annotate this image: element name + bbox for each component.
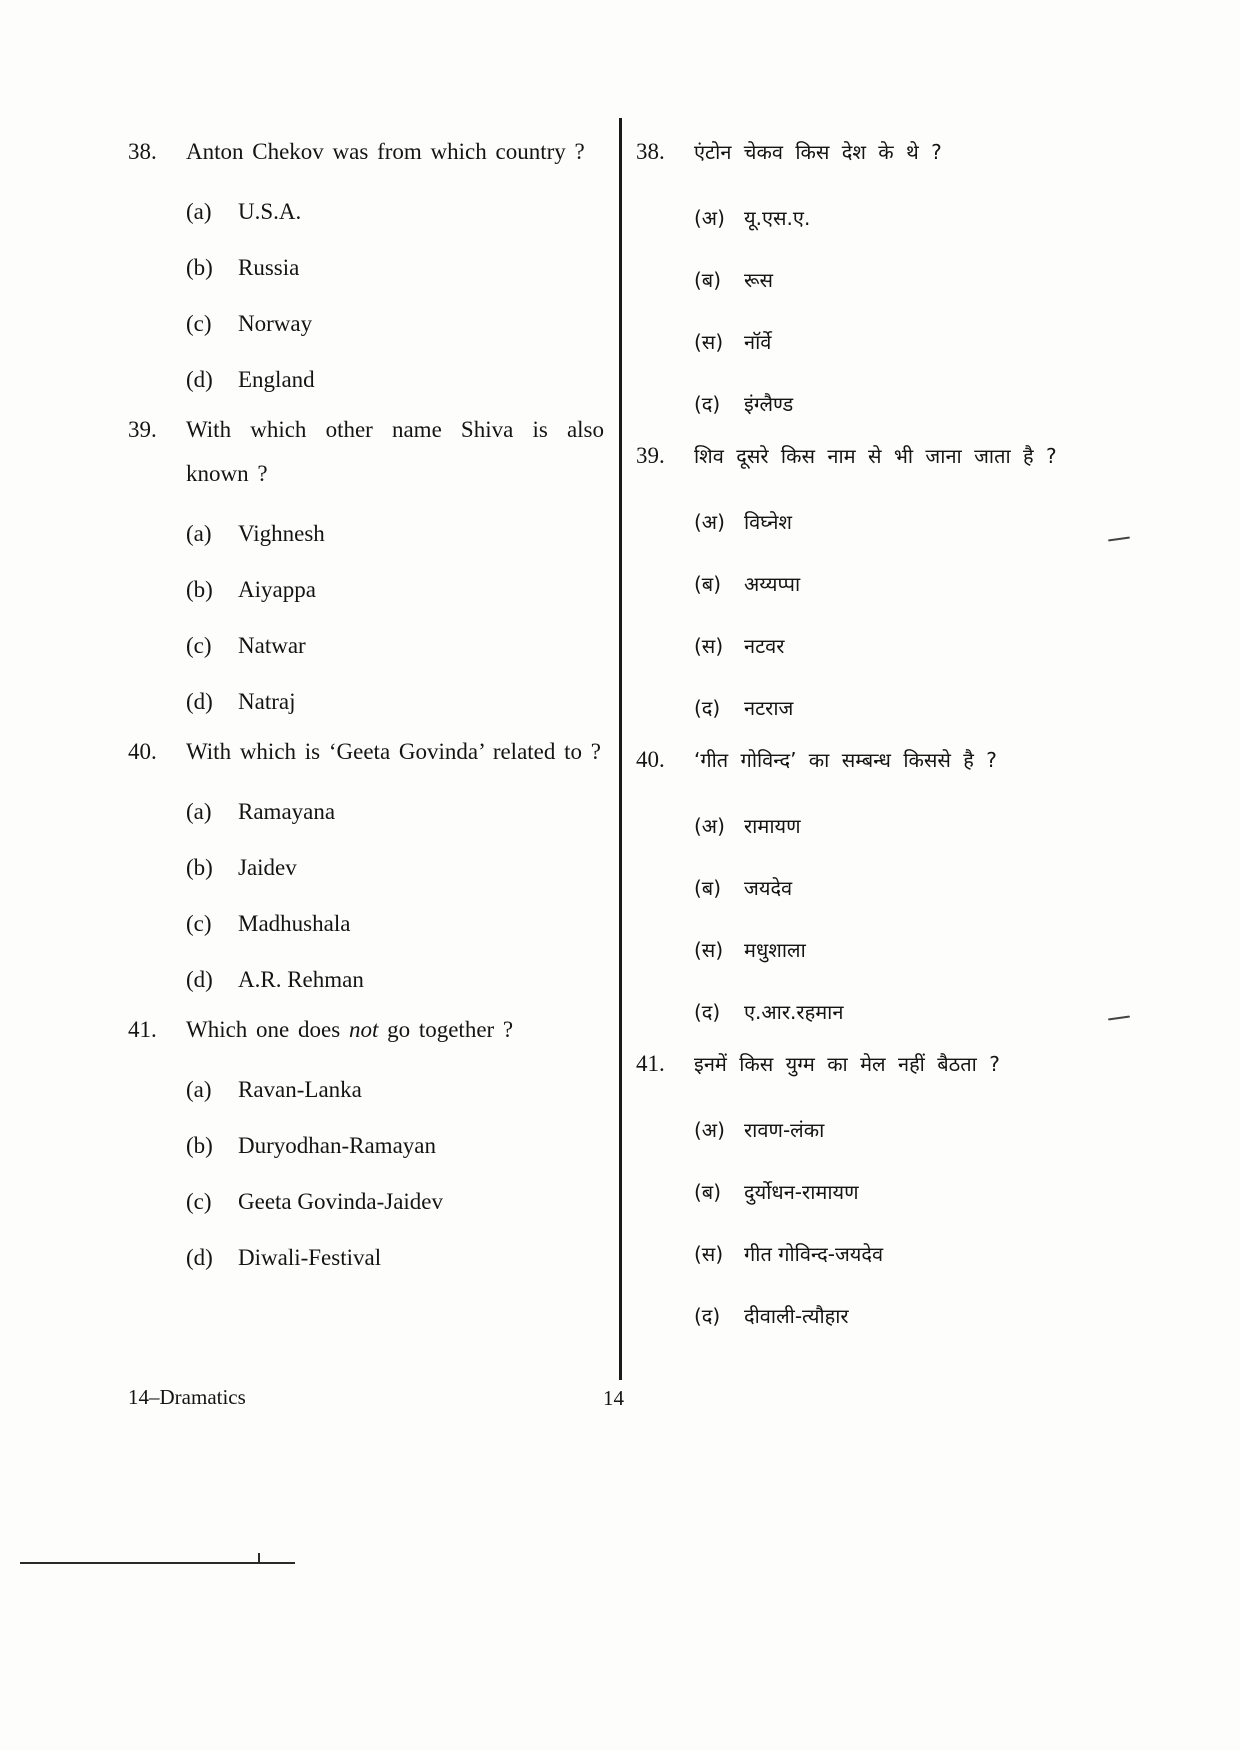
scan-line bbox=[20, 1562, 295, 1564]
scan-tick bbox=[258, 1553, 260, 1563]
question-text-end: go together ? bbox=[378, 1017, 514, 1042]
option-b bbox=[186, 840, 604, 896]
options-list bbox=[186, 1062, 604, 1286]
option-d bbox=[694, 980, 1136, 1042]
option-c bbox=[694, 614, 1136, 676]
option-label: (ब) bbox=[694, 571, 722, 596]
option-d bbox=[186, 352, 604, 408]
option-a bbox=[186, 184, 604, 240]
option-label: (c) bbox=[186, 1189, 212, 1214]
question-text-start: Which one does bbox=[186, 1017, 349, 1042]
option-label: (ब) bbox=[694, 267, 722, 292]
option-b bbox=[186, 240, 604, 296]
option-label: (द) bbox=[694, 695, 721, 720]
option-text: रावण-लंका bbox=[744, 1117, 825, 1142]
options-list bbox=[694, 794, 1136, 1042]
option-a bbox=[694, 794, 1136, 856]
option-d bbox=[694, 1284, 1136, 1346]
option-label: (b) bbox=[186, 1133, 213, 1158]
option-text: गीत गोविन्द-जयदेव bbox=[744, 1241, 884, 1266]
option-text: यू.एस.ए. bbox=[744, 205, 811, 230]
option-label: (a) bbox=[186, 1077, 212, 1102]
option-text: Ramayana bbox=[238, 799, 336, 824]
option-label: (b) bbox=[186, 855, 213, 880]
option-d bbox=[694, 372, 1136, 434]
option-label: (ब) bbox=[694, 875, 722, 900]
question-number: 38. bbox=[636, 139, 665, 164]
option-d bbox=[694, 676, 1136, 738]
option-text: नटवर bbox=[744, 633, 785, 658]
option-label: (स) bbox=[694, 633, 724, 658]
option-a bbox=[186, 1062, 604, 1118]
option-text: England bbox=[238, 367, 315, 392]
option-text: नॉर्वे bbox=[744, 329, 772, 354]
option-text: दुर्योधन-रामायण bbox=[744, 1179, 859, 1204]
option-b bbox=[694, 856, 1136, 918]
question-text: इनमें किस युग्म का मेल नहीं बैठता ? bbox=[694, 1052, 1000, 1076]
question-39-english bbox=[128, 408, 604, 730]
option-label: (b) bbox=[186, 255, 213, 280]
option-text: Jaidev bbox=[238, 855, 297, 880]
question-41-english bbox=[128, 1008, 604, 1286]
option-text: Diwali-Festival bbox=[238, 1245, 382, 1270]
options-list bbox=[186, 506, 604, 730]
question-40-english bbox=[128, 730, 604, 1008]
option-b bbox=[186, 562, 604, 618]
option-a bbox=[694, 490, 1136, 552]
option-text: Aiyappa bbox=[238, 577, 316, 602]
question-39-hindi bbox=[636, 434, 1136, 738]
option-label: (c) bbox=[186, 311, 212, 336]
option-b bbox=[694, 1160, 1136, 1222]
option-label: (अ) bbox=[694, 1117, 725, 1142]
question-number: 39. bbox=[636, 443, 665, 468]
option-c bbox=[186, 618, 604, 674]
option-label: (ब) bbox=[694, 1179, 722, 1204]
option-text: Duryodhan-Ramayan bbox=[238, 1133, 436, 1158]
question-number: 41. bbox=[636, 1051, 665, 1076]
column-divider bbox=[619, 118, 622, 1380]
question-text bbox=[186, 1008, 604, 1052]
option-c bbox=[186, 1174, 604, 1230]
option-text: Geeta Govinda-Jaidev bbox=[238, 1189, 444, 1214]
question-text: शिव दूसरे किस नाम से भी जाना जाता है ? bbox=[694, 444, 1057, 468]
option-label: (c) bbox=[186, 911, 212, 936]
option-label: (a) bbox=[186, 199, 212, 224]
option-c bbox=[186, 896, 604, 952]
option-a bbox=[186, 506, 604, 562]
option-text: रूस bbox=[744, 267, 774, 292]
option-text: A.R. Rehman bbox=[238, 967, 364, 992]
option-text: U.S.A. bbox=[238, 199, 302, 224]
options-list bbox=[186, 784, 604, 1008]
option-text: अय्यप्पा bbox=[744, 571, 801, 596]
option-label: (d) bbox=[186, 367, 213, 392]
options-list bbox=[694, 1098, 1136, 1346]
question-number: 38. bbox=[128, 139, 157, 164]
option-text: विघ्नेश bbox=[744, 509, 793, 534]
option-text: मधुशाला bbox=[744, 937, 806, 962]
option-d bbox=[186, 674, 604, 730]
option-label: (द) bbox=[694, 999, 721, 1024]
option-text: नटराज bbox=[744, 695, 794, 720]
option-d bbox=[186, 952, 604, 1008]
option-text: Russia bbox=[238, 255, 300, 280]
option-label: (स) bbox=[694, 329, 724, 354]
option-text: Natwar bbox=[238, 633, 306, 658]
option-label: (अ) bbox=[694, 509, 725, 534]
question-number: 39. bbox=[128, 417, 157, 442]
option-b bbox=[694, 552, 1136, 614]
option-text: ए.आर.रहमान bbox=[744, 999, 844, 1024]
option-text: इंग्लैण्ड bbox=[744, 391, 794, 416]
question-38-hindi bbox=[636, 130, 1136, 434]
footer-subject: 14–Dramatics bbox=[128, 1385, 246, 1409]
option-b bbox=[186, 1118, 604, 1174]
option-text: Natraj bbox=[238, 689, 296, 714]
question-text: Anton Chekov was from which country ? bbox=[186, 139, 585, 164]
option-label: (b) bbox=[186, 577, 213, 602]
option-text: रामायण bbox=[744, 813, 801, 838]
question-text: एंटोन चेकव किस देश के थे ? bbox=[694, 140, 942, 164]
option-label: (d) bbox=[186, 689, 213, 714]
option-a bbox=[694, 186, 1136, 248]
option-label: (द) bbox=[694, 391, 721, 416]
option-a bbox=[694, 1098, 1136, 1160]
option-label: (अ) bbox=[694, 813, 725, 838]
option-c bbox=[186, 296, 604, 352]
hindi-column bbox=[636, 130, 1136, 1346]
option-label: (द) bbox=[694, 1303, 721, 1328]
question-41-hindi bbox=[636, 1042, 1136, 1346]
english-column bbox=[128, 130, 604, 1286]
option-text: Ravan-Lanka bbox=[238, 1077, 362, 1102]
option-b bbox=[694, 248, 1136, 310]
question-38-english bbox=[128, 130, 604, 408]
options-list bbox=[694, 490, 1136, 738]
option-a bbox=[186, 784, 604, 840]
option-label: (स) bbox=[694, 1241, 724, 1266]
question-text: With which other name Shiva is also known ? bbox=[186, 417, 604, 486]
options-list bbox=[694, 186, 1136, 434]
question-number: 40. bbox=[128, 739, 157, 764]
option-c bbox=[694, 1222, 1136, 1284]
page-number: 14 bbox=[603, 1386, 624, 1410]
option-label: (d) bbox=[186, 967, 213, 992]
option-c bbox=[694, 918, 1136, 980]
options-list bbox=[186, 184, 604, 408]
option-label: (a) bbox=[186, 521, 212, 546]
question-text: With which is ‘Geeta Govinda’ related to ? bbox=[186, 739, 601, 764]
option-text: दीवाली-त्यौहार bbox=[744, 1303, 849, 1328]
option-label: (स) bbox=[694, 937, 724, 962]
option-label: (d) bbox=[186, 1245, 213, 1270]
question-number: 41. bbox=[128, 1017, 157, 1042]
option-text: Madhushala bbox=[238, 911, 351, 936]
option-label: (c) bbox=[186, 633, 212, 658]
option-text: जयदेव bbox=[744, 875, 793, 900]
option-label: (अ) bbox=[694, 205, 725, 230]
option-text: Norway bbox=[238, 311, 313, 336]
option-text: Vighnesh bbox=[238, 521, 325, 546]
question-number: 40. bbox=[636, 747, 665, 772]
option-c bbox=[694, 310, 1136, 372]
option-d bbox=[186, 1230, 604, 1286]
question-text: ‘गीत गोविन्द’ का सम्बन्ध किससे है ? bbox=[694, 748, 997, 772]
option-label: (a) bbox=[186, 799, 212, 824]
question-40-hindi bbox=[636, 738, 1136, 1042]
question-text-emphasis: not bbox=[348, 1017, 379, 1042]
